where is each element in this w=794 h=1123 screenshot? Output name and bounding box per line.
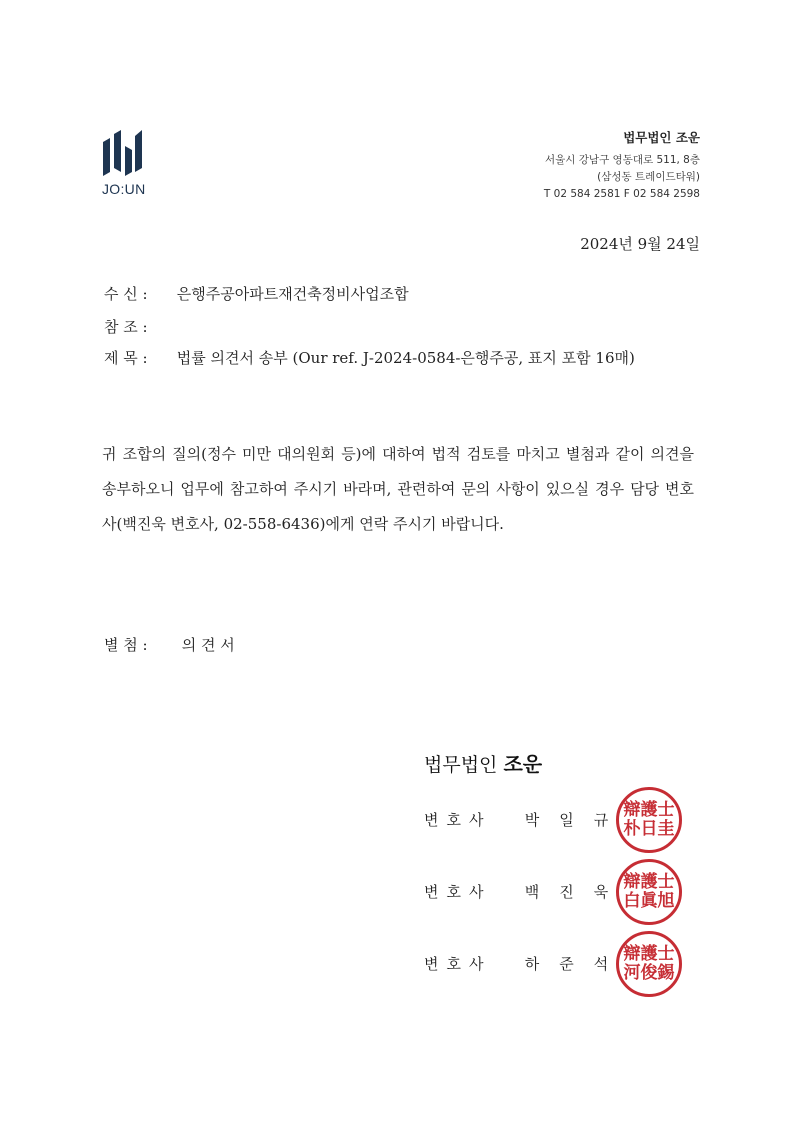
- signature-firm-name: 조운: [503, 752, 543, 776]
- lawyer-role: 변호사: [424, 811, 492, 829]
- signature-firm: [424, 748, 542, 777]
- lawyer-seal: [616, 931, 682, 997]
- firm-logo-mark-icon: [103, 128, 143, 178]
- letter-date: 2024년 9월 24일: [580, 235, 700, 253]
- lawyer-seal: [616, 859, 682, 925]
- lawyer-name: 박일규: [524, 811, 629, 829]
- firm-name: 법무법인 조운: [623, 130, 700, 145]
- reference-label: 참 조 :: [104, 318, 148, 336]
- recipient-field: [104, 283, 409, 304]
- lawyer-role: 변호사: [424, 883, 492, 901]
- letterhead: [544, 128, 700, 203]
- lawyer-seal: [616, 787, 682, 853]
- body-paragraph: 귀 조합의 질의(정수 미만 대의원회 등)에 대하여 법적 검토를 마치고 별첨과 같이 의견을 송부하오니 업무에 참고하여 주시기 바라며, 관련하여 문의 사항이 있으실 경우 담당 변호사(백진욱 변호사, 02-558-6436)에게 연락 주시기 바랍니다.: [102, 445, 694, 533]
- attachment-value: 의 견 서: [181, 636, 235, 654]
- lawyer-name: 백진욱: [524, 883, 629, 901]
- attachment-label: 별 첨 :: [104, 636, 148, 654]
- subject-label: 제 목 :: [104, 349, 148, 367]
- recipient-value: 은행주공아파트재건축정비사업조합: [176, 285, 409, 303]
- attachment-field: [104, 634, 235, 655]
- lawyer-row: [424, 881, 628, 902]
- reference-field: [104, 316, 172, 337]
- lawyer-row: [424, 953, 628, 974]
- address-line-1: 서울시 강남구 영동대로 511, 8층: [545, 154, 700, 166]
- seal-bottom-text: 白眞旭: [623, 891, 675, 911]
- address-line-2: (삼성동 트레이드타워): [597, 171, 700, 183]
- seal-bottom-text: 河俊錫: [623, 963, 675, 983]
- recipient-label: 수 신 :: [104, 285, 148, 303]
- contact-line: T 02 584 2581 F 02 584 2598: [543, 188, 700, 200]
- seal-top-text: 辯護士: [623, 872, 675, 892]
- lawyer-role: 변호사: [424, 955, 492, 973]
- logo-text: JO:UN: [102, 181, 146, 197]
- seal-top-text: 辯護士: [623, 944, 675, 964]
- seal-top-text: 辯護士: [623, 800, 675, 820]
- subject-field: [104, 347, 635, 368]
- subject-value: 법률 의견서 송부 (Our ref. J-2024-0584-은행주공, 표지 포함 16매): [176, 349, 635, 367]
- seal-bottom-text: 朴日圭: [623, 819, 675, 839]
- lawyer-name: 하준석: [524, 955, 629, 973]
- signature-firm-prefix: 법무법인: [424, 754, 498, 776]
- lawyer-row: [424, 809, 628, 830]
